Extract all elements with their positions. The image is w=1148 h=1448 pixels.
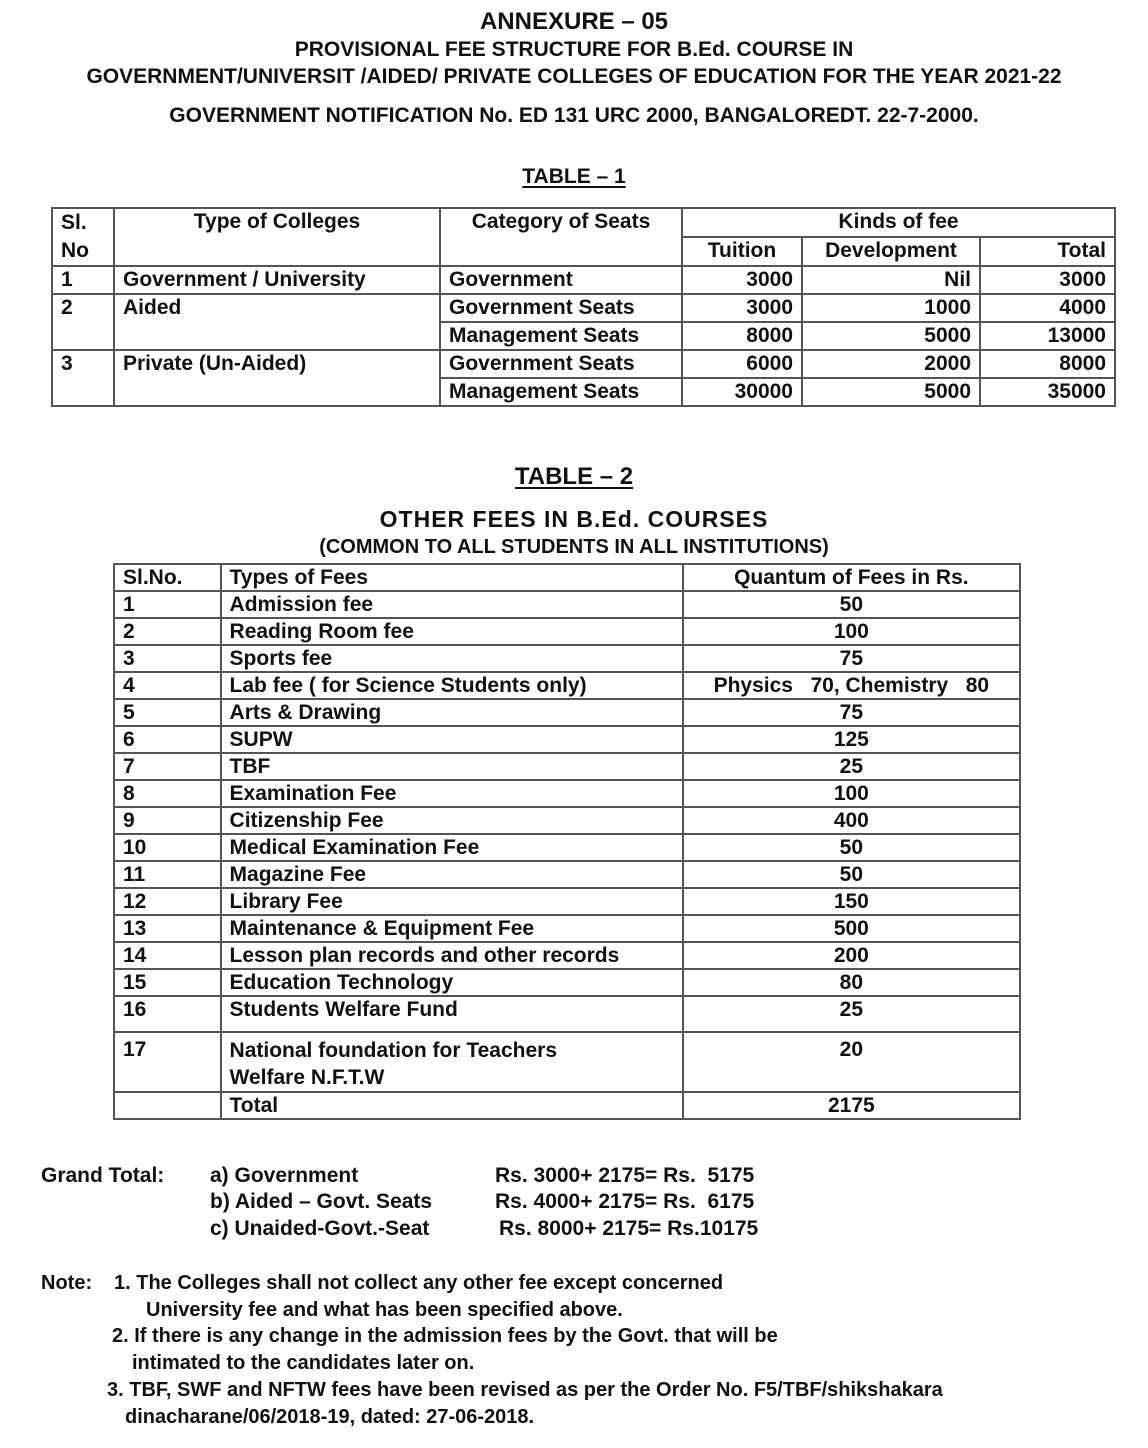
note-2-line2: intimated to the candidates later on. (132, 1352, 475, 1374)
development-cell: 2000 (802, 350, 980, 378)
fee-type-cell: Medical Examination Fee (221, 834, 683, 861)
table-row (114, 861, 1020, 888)
category-cell: Management Seats (440, 322, 682, 350)
grand-total-label: Grand Total: (41, 1164, 165, 1187)
amount-cell: Physics 70, Chemistry 80 (683, 672, 1020, 699)
table-row (114, 672, 1020, 699)
amount-cell: 50 (683, 834, 1020, 861)
fee-type-line1: National foundation for Teachers (229, 1039, 557, 1062)
header-sl-no (52, 208, 114, 266)
fee-type-cell: Lesson plan records and other records (221, 942, 683, 969)
table2-subtitle: (COMMON TO ALL STUDENTS IN ALL INSTITUTIONS) (319, 536, 829, 558)
amount-cell: 25 (683, 996, 1020, 1032)
grand-total-item-name: a) Government (210, 1164, 359, 1187)
fee-type-line2: Welfare N.F.T.W (229, 1066, 385, 1089)
fee-structure-table (51, 207, 1116, 407)
fee-type-cell: Students Welfare Fund (221, 996, 683, 1032)
other-fees-table (113, 563, 1021, 1120)
amount-cell: 100 (683, 618, 1020, 645)
fee-type-cell: Reading Room fee (221, 618, 683, 645)
amount-cell: 50 (683, 861, 1020, 888)
header-no-text: No (61, 239, 89, 262)
fee-type-cell: SUPW (221, 726, 683, 753)
table1-caption: TABLE – 1 (522, 165, 626, 188)
grand-total-item-name: c) Unaided-Govt.-Seat (210, 1217, 430, 1240)
total-cell: 13000 (980, 322, 1115, 350)
table2-caption: TABLE – 2 (514, 463, 634, 490)
sl-cell: 7 (114, 753, 221, 780)
category-cell: Government Seats (440, 350, 682, 378)
header-type-of-colleges: Type of Colleges (114, 208, 440, 266)
sl-cell: 16 (114, 996, 221, 1032)
header-tuition: Tuition (682, 237, 802, 266)
sl-cell: 6 (114, 726, 221, 753)
note-label: Note: (41, 1272, 93, 1294)
document-title-line1: PROVISIONAL FEE STRUCTURE FOR B.Ed. COURSE IN (294, 38, 854, 61)
fee-type-cell: Library Fee (221, 888, 683, 915)
table1-header-row (52, 208, 1115, 237)
table-row (114, 888, 1020, 915)
development-cell: 5000 (802, 378, 980, 406)
sl-cell: 9 (114, 807, 221, 834)
sl-cell: 3 (52, 350, 114, 406)
header-sl-text: Sl. (61, 211, 87, 234)
grand-total-item-calc: Rs. 3000+ 2175= Rs. 5175 (495, 1164, 755, 1187)
sl-cell: 11 (114, 861, 221, 888)
table-row (52, 266, 1115, 294)
table-row (114, 807, 1020, 834)
tuition-cell: 30000 (682, 378, 802, 406)
sl-cell: 10 (114, 834, 221, 861)
sl-cell: 2 (114, 618, 221, 645)
amount-cell: 200 (683, 942, 1020, 969)
table-row (52, 294, 1115, 322)
sl-cell-empty (114, 1092, 221, 1119)
table-row (114, 699, 1020, 726)
amount-cell: 80 (683, 969, 1020, 996)
table-row (114, 753, 1020, 780)
table-row (114, 942, 1020, 969)
table-row (114, 618, 1020, 645)
table-row (114, 591, 1020, 618)
amount-cell: 100 (683, 780, 1020, 807)
fee-type-cell: TBF (221, 753, 683, 780)
college-type-cell: Private (Un-Aided) (114, 350, 440, 406)
note-1-line2: University fee and what has been specified above. (146, 1299, 623, 1321)
category-cell: Government Seats (440, 294, 682, 322)
header-development: Development (802, 237, 980, 266)
sl-cell: 8 (114, 780, 221, 807)
fee-type-cell: Maintenance & Equipment Fee (221, 915, 683, 942)
development-cell: 5000 (802, 322, 980, 350)
header-total: Total (980, 237, 1115, 266)
college-type-cell: Government / University (114, 266, 440, 294)
fee-type-cell: Arts & Drawing (221, 699, 683, 726)
sl-cell: 17 (114, 1032, 221, 1092)
total-cell: 8000 (980, 350, 1115, 378)
fee-type-cell: Admission fee (221, 591, 683, 618)
fee-type-cell: Lab fee ( for Science Students only) (221, 672, 683, 699)
tuition-cell: 6000 (682, 350, 802, 378)
table-row (52, 350, 1115, 378)
table-row (114, 1032, 1020, 1092)
table-row (114, 726, 1020, 753)
category-cell: Government (440, 266, 682, 294)
annexure-heading: ANNEXURE – 05 (479, 8, 669, 35)
amount-cell: 150 (683, 888, 1020, 915)
table-row (114, 780, 1020, 807)
amount-cell: 75 (683, 699, 1020, 726)
fee-type-cell: Education Technology (221, 969, 683, 996)
fee-type-cell: Examination Fee (221, 780, 683, 807)
header-category-of-seats: Category of Seats (440, 208, 682, 266)
total-row (114, 1092, 1020, 1119)
table-row (114, 915, 1020, 942)
sl-cell: 12 (114, 888, 221, 915)
grand-total-item-calc: Rs. 4000+ 2175= Rs. 6175 (495, 1190, 755, 1213)
header-sl-no: Sl.No. (114, 564, 221, 591)
sl-cell: 1 (52, 266, 114, 294)
amount-cell: 20 (683, 1032, 1020, 1092)
sl-cell: 14 (114, 942, 221, 969)
amount-cell: 400 (683, 807, 1020, 834)
sl-cell: 2 (52, 294, 114, 350)
amount-cell: 25 (683, 753, 1020, 780)
tuition-cell: 3000 (682, 294, 802, 322)
sl-cell: 1 (114, 591, 221, 618)
total-cell: 4000 (980, 294, 1115, 322)
sl-cell: 5 (114, 699, 221, 726)
tuition-cell: 3000 (682, 266, 802, 294)
grand-total-item-calc: Rs. 8000+ 2175= Rs.10175 (499, 1217, 759, 1240)
category-cell: Management Seats (440, 378, 682, 406)
table-row (114, 969, 1020, 996)
note-3-line1: 3. TBF, SWF and NFTW fees have been revised as per the Order No. F5/TBF/shikshakara (107, 1379, 943, 1401)
amount-cell: 75 (683, 645, 1020, 672)
table2-header-row (114, 564, 1020, 591)
table-row (114, 645, 1020, 672)
table-row (114, 834, 1020, 861)
sl-cell: 13 (114, 915, 221, 942)
sl-cell: 15 (114, 969, 221, 996)
note-2-line1: 2. If there is any change in the admission fees by the Govt. that will be (112, 1325, 778, 1347)
grand-total-item-name: b) Aided – Govt. Seats (210, 1190, 433, 1213)
sl-cell: 3 (114, 645, 221, 672)
table2-title: OTHER FEES IN B.Ed. COURSES (379, 506, 769, 532)
development-cell: 1000 (802, 294, 980, 322)
total-cell: 35000 (980, 378, 1115, 406)
amount-cell: 500 (683, 915, 1020, 942)
fee-type-cell (221, 1032, 683, 1092)
development-cell: Nil (802, 266, 980, 294)
note-3-line2: dinacharane/06/2018-19, dated: 27-06-2018. (125, 1406, 535, 1428)
note-1-line1: 1. The Colleges shall not collect any other fee except concerned (114, 1272, 724, 1294)
fee-type-cell: Magazine Fee (221, 861, 683, 888)
header-types-of-fees: Types of Fees (221, 564, 683, 591)
document-title-line2: GOVERNMENT/UNIVERSIT /AIDED/ PRIVATE COLLEGES OF EDUCATION FOR THE YEAR 2021-22 (86, 65, 1062, 88)
amount-cell: 125 (683, 726, 1020, 753)
total-label: Total (221, 1092, 683, 1119)
college-type-cell: Aided (114, 294, 440, 350)
notification-line: GOVERNMENT NOTIFICATION No. ED 131 URC 2000, BANGALOREDT. 22-7-2000. (169, 104, 979, 127)
tuition-cell: 8000 (682, 322, 802, 350)
table-row (114, 996, 1020, 1032)
total-cell: 3000 (980, 266, 1115, 294)
fee-type-cell: Sports fee (221, 645, 683, 672)
amount-cell: 50 (683, 591, 1020, 618)
header-quantum: Quantum of Fees in Rs. (683, 564, 1020, 591)
sl-cell: 4 (114, 672, 221, 699)
header-kinds-of-fee: Kinds of fee (682, 208, 1115, 237)
total-value: 2175 (683, 1092, 1020, 1119)
fee-type-cell: Citizenship Fee (221, 807, 683, 834)
